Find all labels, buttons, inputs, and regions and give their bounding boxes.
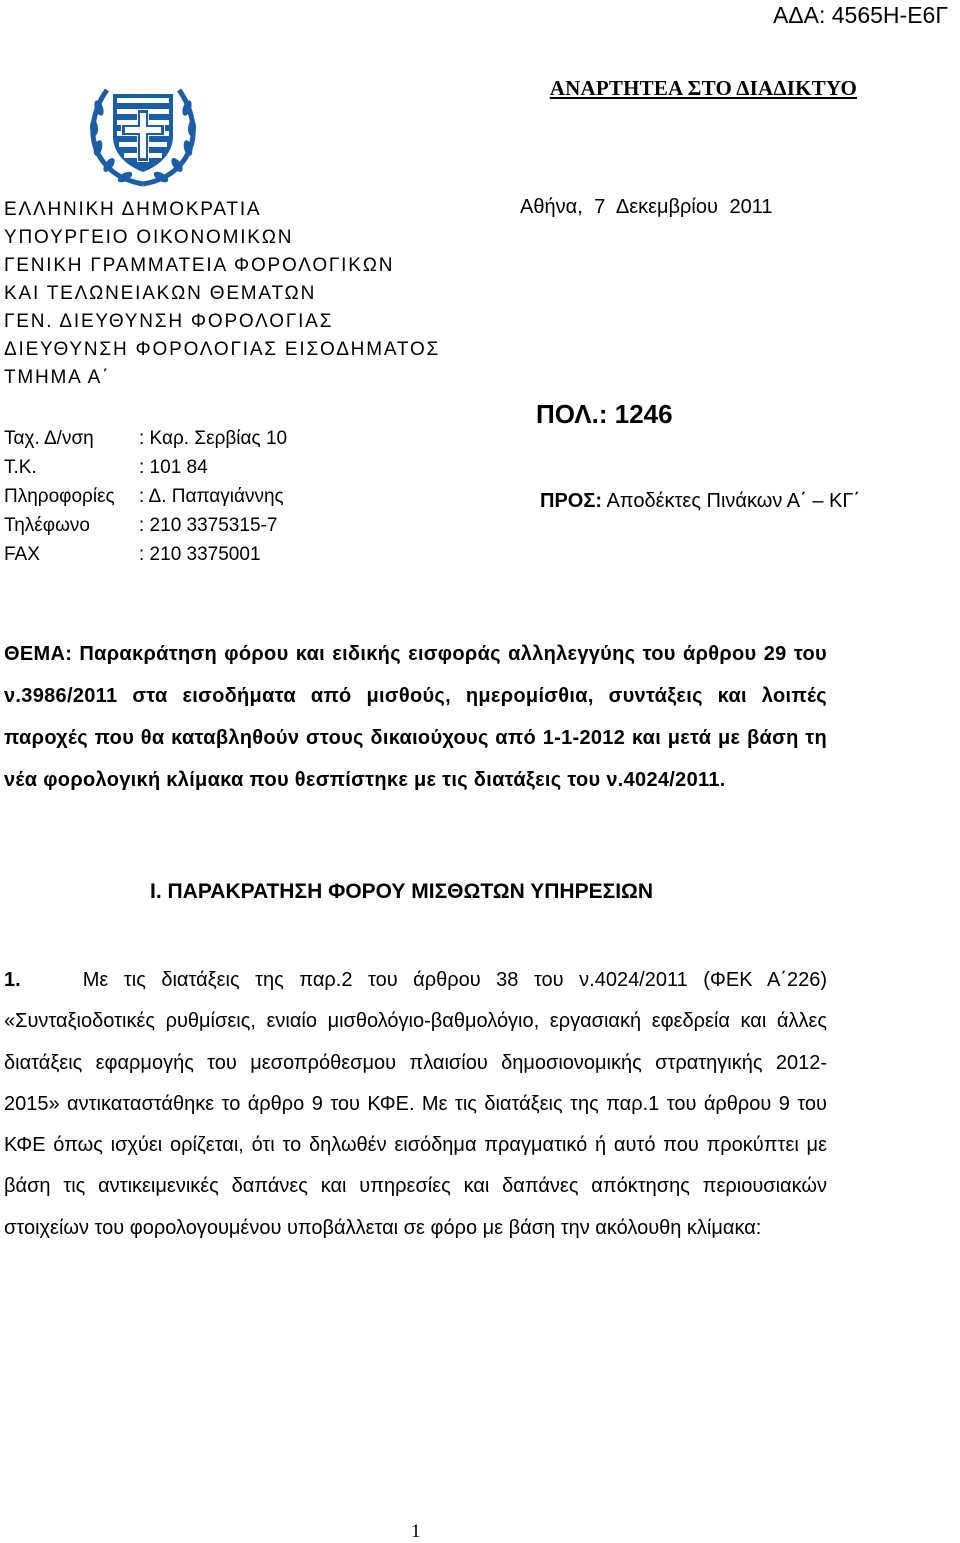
document-date: Αθήνα, 7 Δεκεμβρίου 2011 [520,196,773,218]
issuing-authority [4,196,440,392]
contact-label: Πληροφορίες [4,486,115,507]
contact-value: : 210 3375315-7 [139,515,278,536]
contact-label: Ταχ. Δ/νση [4,428,94,449]
page-number: 1 [411,1521,421,1542]
recipients [540,490,860,513]
authority-line: ΓΕΝΙΚΗ ΓΡΑΜΜΑΤΕΙΑ ΦΟΡΟΛΟΓΙΚΩΝ [4,255,395,276]
contact-label: Τηλέφωνο [4,515,90,536]
section-title: Ι. ΠΑΡΑΚΡΑΤΗΣΗ ΦΟΡΟΥ ΜΙΣΘΩΤΩΝ ΥΠΗΡΕΣΙΩΝ [150,880,654,903]
contact-row-fax [4,540,287,569]
contact-label: Τ.Κ. [4,457,37,478]
contact-row-phone [4,511,287,540]
authority-line: ΥΠΟΥΡΓΕΙΟ ΟΙΚΟΝΟΜΙΚΩΝ [4,227,294,248]
authority-line: ΔΙΕΥΘΥΝΣΗ ΦΟΡΟΛΟΓΙΑΣ ΕΙΣΟΔΗΜΑΤΟΣ [4,339,441,360]
paragraph-number: 1. [4,969,21,991]
contact-row-postcode [4,453,287,482]
recipients-label: ΠΡΟΣ: [540,490,603,512]
authority-line: ΕΛΛΗΝΙΚΗ ΔΗΜΟΚΡΑΤΙΑ [4,199,262,220]
contact-value: : Καρ. Σερβίας 10 [139,428,288,449]
authority-line: ΓΕΝ. ΔΙΕΥΘΥΝΣΗ ΦΟΡΟΛΟΓΙΑΣ [4,311,334,332]
greek-state-emblem-icon [85,80,201,192]
contact-row-info [4,482,287,511]
contact-value: : 101 84 [139,457,208,478]
authority-line: ΚΑΙ ΤΕΛΩΝΕΙΑΚΩΝ ΘΕΜΑΤΩΝ [4,283,317,304]
publication-notice: ΑΝΑΡΤΗΤΕΑ ΣΤΟ ΔΙΑΔΙΚΤΥΟ [549,76,857,100]
paragraph-text: Με τις διατάξεις της παρ.2 του άρθρου 38 του ν.4024/2011 (ΦΕΚ Α΄226) «Συνταξιοδοτικές ρυθμίσεις, ενιαίο μισθολόγιο-βαθμολόγιο, εργασιακή εφεδρεία και άλλες διατάξεις εφαρμογής του μεσοπρόθεσμου πλαισίου δημοσιονομικής στρατηγικής 2012-2015» αντικαταστάθηκε το άρθρο 9 του ΚΦΕ. Με τις διατάξεις της παρ.1 του άρθρου 9 του ΚΦΕ όπως ισχύει ορίζεται, ότι το δηλωθέν εισόδημα πραγματικό ή αυτό που προκύπτει με βάση τις αντικειμενικές δαπάνες και υπηρεσίες και δαπάνες απόκτησης περιουσιακών στοιχείων του φορολογουμένου υποβάλλεται σε φόρο με βάση την ακόλουθη κλίμακα: [4,969,828,1239]
paragraph-1 [4,960,827,1249]
circular-number: ΠΟΛ.: 1246 [536,399,673,429]
recipients-value: Αποδέκτες Πινάκων Α΄ – ΚΓ΄ [606,490,861,512]
contact-label: FAX [4,544,40,565]
authority-line: ΤΜΗΜΑ Α΄ [4,367,111,388]
ada-code: ΑΔΑ: 4565Η-Ε6Γ [772,2,948,28]
subject: ΘΕΜΑ: Παρακράτηση φόρου και ειδικής εισφοράς αλληλεγγύης του άρθρου 29 του ν.3986/2011 στα εισοδήματα από μισθούς, ημερομίσθια, συντάξεις και λοιπές παροχές που θα καταβληθούν στους δικαιούχους από 1-1-2012 και μετά με βάση τη νέα φορολογική κλίμακα που θεσπίστηκε με τις διατάξεις του ν.4024/2011. [4,643,827,791]
contact-row-address [4,424,287,453]
contact-details [4,424,287,569]
contact-value: : Δ. Παπαγιάννης [139,486,284,507]
contact-value: : 210 3375001 [139,544,261,565]
